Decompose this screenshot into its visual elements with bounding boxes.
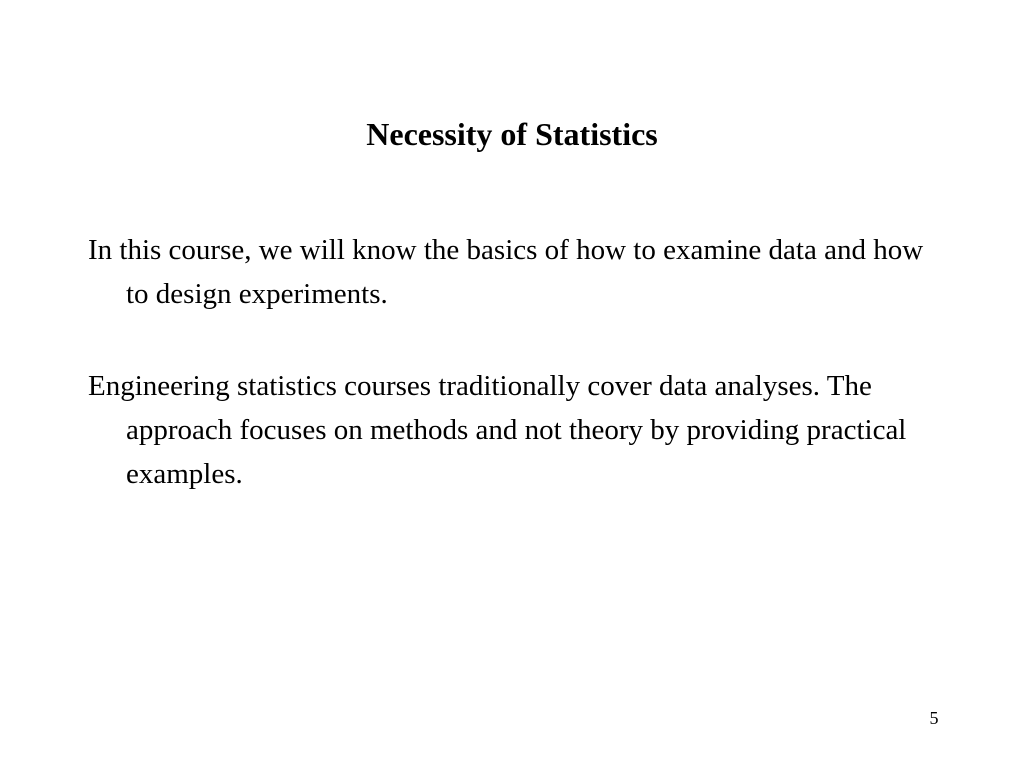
slide-title: Necessity of Statistics — [366, 116, 658, 152]
slide-body — [88, 228, 948, 544]
page-number: 5 — [929, 708, 939, 728]
body-paragraph-course-basics: In this course, we will know the basics of how to examine data and how to design experiments. — [88, 234, 924, 310]
body-paragraph-engineering-statistics: Engineering statistics courses traditionally cover data analyses. The approach focuses on methods and not theory by providing practical examples. — [88, 370, 907, 490]
